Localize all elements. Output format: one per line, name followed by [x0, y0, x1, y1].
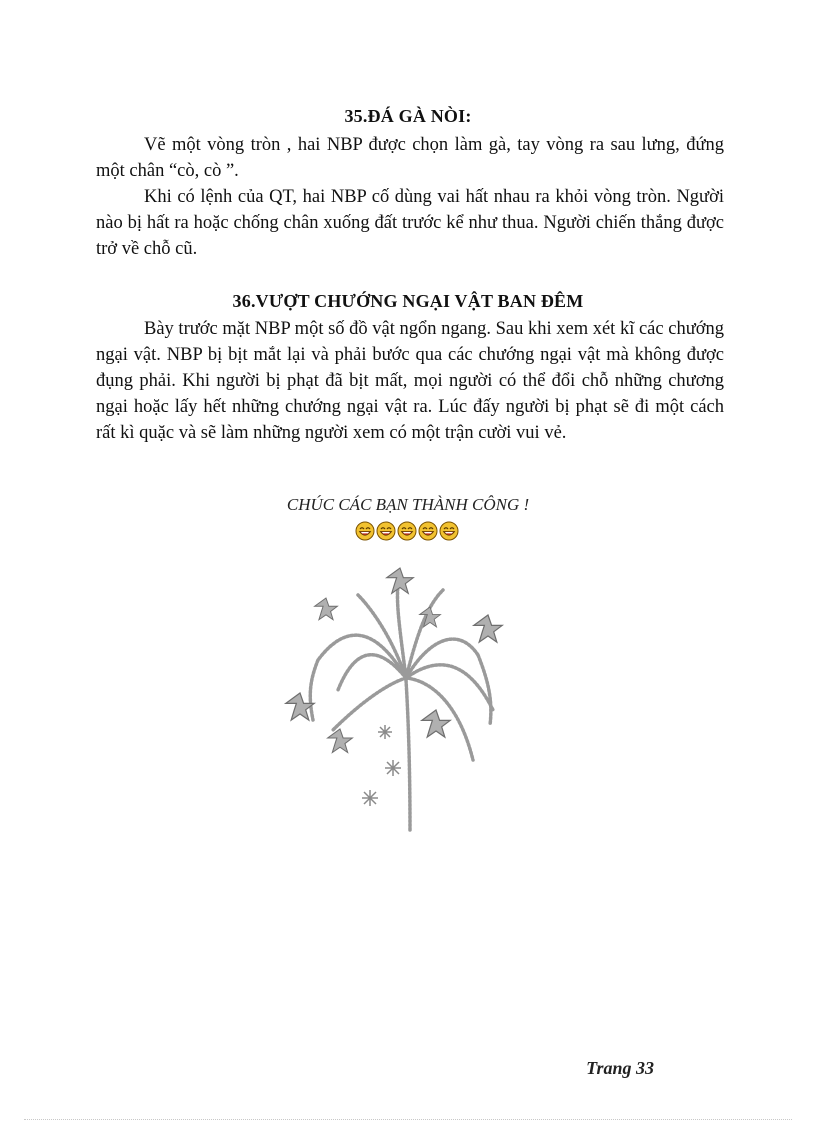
laughing-face-icon: [376, 521, 396, 541]
laughing-face-icon: [418, 521, 438, 541]
page-bottom-divider: [24, 1119, 792, 1120]
laughing-face-icon: [397, 521, 417, 541]
smiley-row: [355, 521, 459, 541]
fireworks-illustration: [278, 560, 528, 845]
section-36-paragraph-1: Bày trước mặt NBP một số đồ vật ngổn ngang. Sau khi xem xét kĩ các chướng ngại vật. NBP bị bịt mắt lại và phải bước qua các chướng ngại vật mà không được đụng phải. Khi người bị phạt đã bịt mất, mọi người có thể đổi chỗ những chương ngại hoặc lấy hết những chướng ngại vật ra. Lúc đấy người bị phạt sẽ đi một cách rất kì quặc và sẽ làm những người xem có một trận cười vui vẻ.: [96, 319, 724, 443]
laughing-face-icon: [355, 521, 375, 541]
section-35-title: 35.ĐÁ GÀ NÒI:: [344, 106, 472, 126]
greeting-text: CHÚC CÁC BẠN THÀNH CÔNG !: [286, 495, 530, 514]
page-number: Trang 33: [586, 1058, 654, 1078]
section-35-paragraph-1: Vẽ một vòng tròn , hai NBP được chọn làm gà, tay vòng ra sau lưng, đứng một chân “cò, cò ”.: [96, 135, 724, 181]
section-35-paragraph-2: Khi có lệnh của QT, hai NBP cố dùng vai hất nhau ra khỏi vòng tròn. Người nào bị hất ra hoặc chống chân xuống đất trước kể như thua. Người chiến thắng được trở về chỗ cũ.: [96, 187, 724, 259]
section-36-title: 36.VƯỢT CHƯỚNG NGẠI VẬT BAN ĐÊM: [232, 291, 584, 311]
laughing-face-icon: [439, 521, 459, 541]
